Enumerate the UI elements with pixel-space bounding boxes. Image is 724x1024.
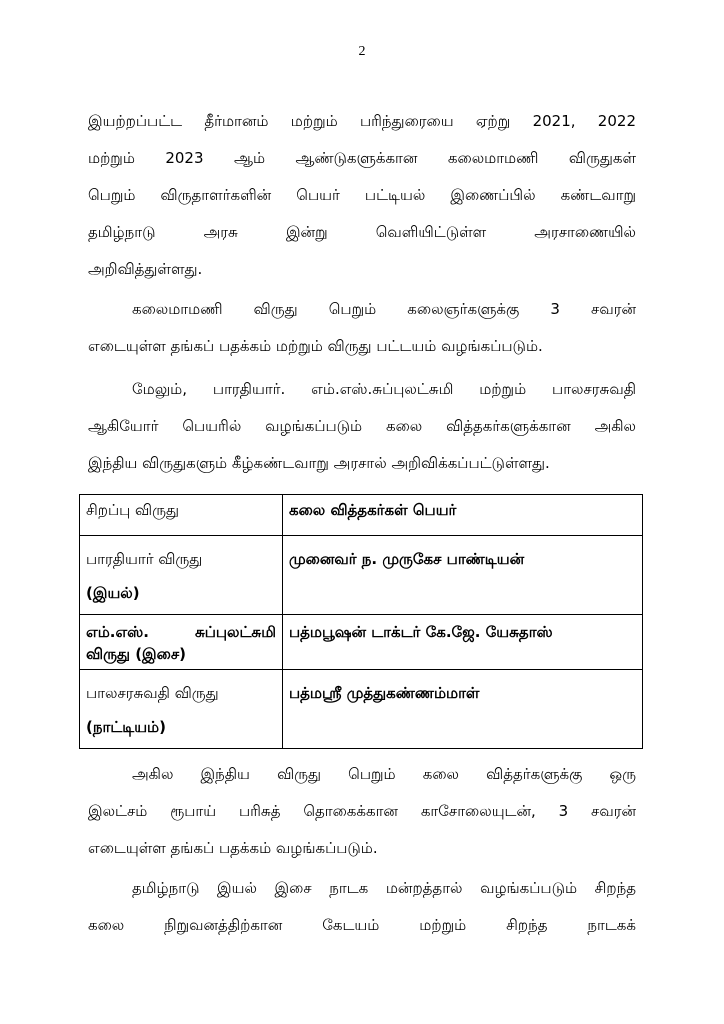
paragraph-line: பெறும் விருதாளர்களின் பெயர் பட்டியல் இணைப்பில் கண்டவாறு [88, 186, 636, 204]
award-category: (இயல்) [86, 584, 140, 602]
paragraph-kalaimamani-prize [88, 291, 636, 365]
award-name-part: சுப்புலட்சுமி [194, 623, 276, 641]
paragraph-line: கலைமாமணி விருது பெறும் கலைஞர்களுக்கு 3 சவரன் [132, 300, 636, 318]
awards-table [79, 494, 643, 749]
award-name-cell [80, 536, 283, 615]
table-row [80, 536, 643, 615]
paragraph-line: ஆகியோர் பெயரில் வழங்கப்படும் கலை வித்தகர்களுக்கான அகில [88, 417, 636, 435]
award-name: பாரதியார் விருது [86, 550, 203, 568]
paragraph-line: இந்திய விருதுகளும் கீழ்கண்டவாறு அரசால் அறிவிக்கப்பட்டுள்ளது. [88, 454, 550, 472]
page-number: 2 [358, 44, 366, 59]
paragraph-award-prize [88, 756, 636, 867]
award-name-part: எம்.எஸ். [86, 623, 149, 641]
award-name-cell [80, 670, 283, 749]
paragraph-line: மேலும், பாரதியார். எம்.எஸ்.சுப்புலட்சுமி மற்றும் பாலசரசுவதி [132, 380, 636, 398]
award-category: விருது (இசை) [86, 645, 186, 663]
paragraph-line: அகில இந்திய விருது பெறும் கலை வித்தர்களுக்கு ஒரு [132, 765, 636, 783]
table-row [80, 615, 643, 670]
award-name-cell [80, 615, 283, 670]
paragraph-line: அறிவித்துள்ளது. [88, 260, 203, 278]
award-category: (நாட்டியம்) [86, 718, 166, 736]
recipient-cell: பத்மஸ்ரீ முத்துகண்ணம்மாள் [283, 670, 643, 749]
table-header-row [80, 495, 643, 536]
paragraph-resolution [88, 103, 636, 288]
paragraph-line: இயற்றப்பட்ட தீர்மானம் மற்றும் பரிந்துரையை ஏற்று 2021, 2022 [88, 112, 636, 130]
paragraph-line: மற்றும் 2023 ஆம் ஆண்டுகளுக்கான கலைமாமணி விருதுகள் [88, 149, 636, 167]
paragraph-line: இலட்சம் ரூபாய் பரிசுத் தொகைக்கான காசோலையுடன், 3 சவரன் [88, 802, 636, 820]
paragraph-line: கலை நிறுவனத்திற்கான கேடயம் மற்றும் சிறந்த நாடகக் [88, 916, 636, 934]
table-header-award: சிறப்பு விருது [80, 495, 283, 536]
paragraph-line: தமிழ்நாடு அரசு இன்று வெளியிட்டுள்ள அரசாணையில் [88, 223, 636, 241]
table-header-recipient: கலை வித்தகர்கள் பெயர் [283, 495, 643, 536]
recipient-cell: பத்மபூஷன் டாக்டர் கே.ஜே. யேசுதாஸ் [283, 615, 643, 670]
award-name [86, 621, 276, 643]
table-row [80, 670, 643, 749]
paragraph-iyal-isai-nataka [88, 870, 636, 944]
paragraph-all-india-awards [88, 371, 636, 482]
paragraph-line: எடையுள்ள தங்கப் பதக்கம் மற்றும் விருது பட்டயம் வழங்கப்படும். [88, 337, 543, 355]
recipient-cell: முனைவர் ந. முருகேச பாண்டியன் [283, 536, 643, 615]
award-name: பாலசரசுவதி விருது [86, 684, 219, 702]
paragraph-line: தமிழ்நாடு இயல் இசை நாடக மன்றத்தால் வழங்கப்படும் சிறந்த [132, 879, 636, 897]
paragraph-line: எடையுள்ள தங்கப் பதக்கம் வழங்கப்படும். [88, 839, 378, 857]
